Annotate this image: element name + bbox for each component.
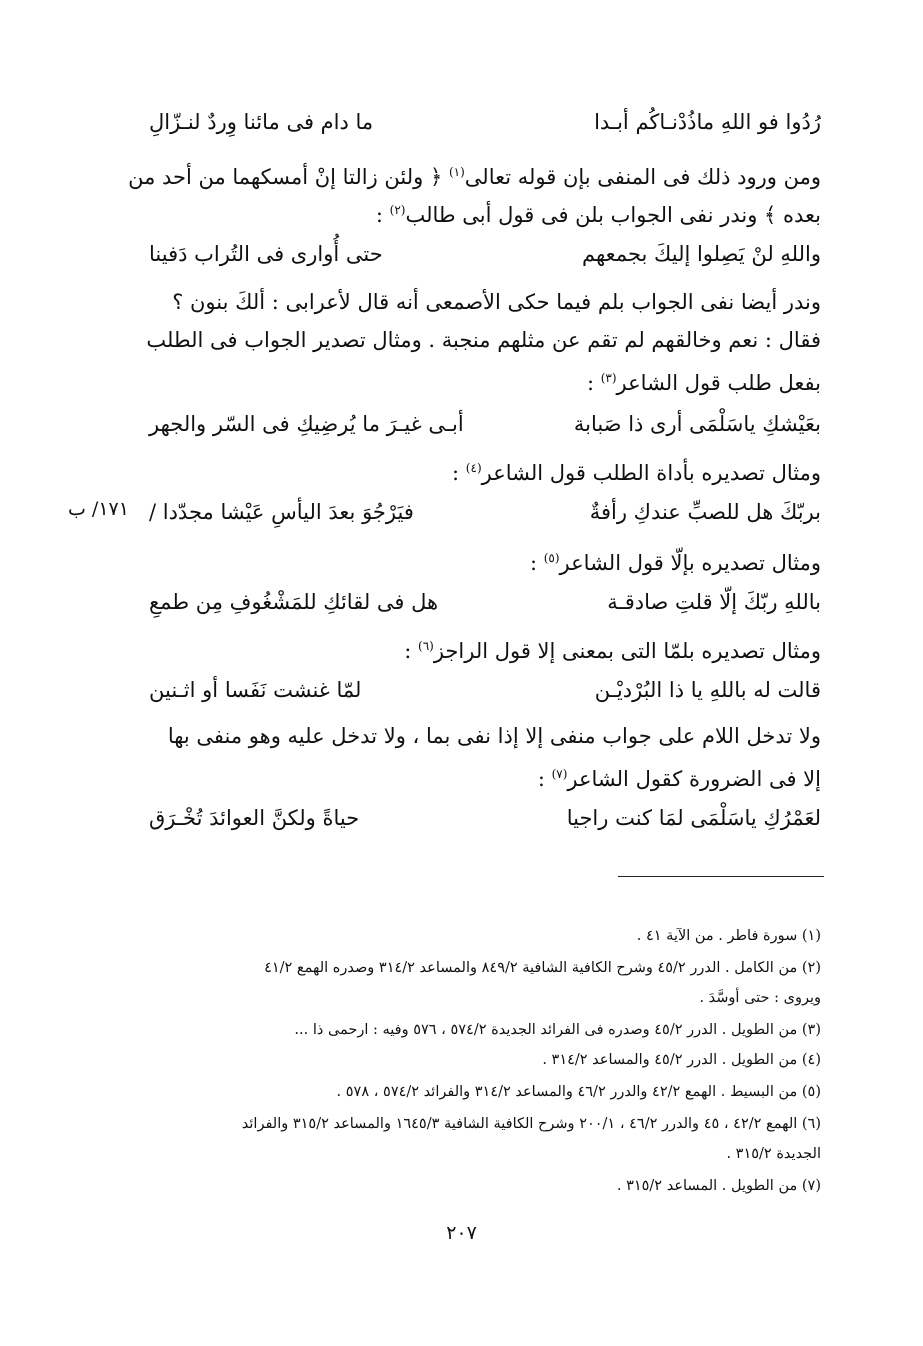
verse-first-hemistich: بعَيْشكِ ياسَلْمَى أرى ذا صَبابة — [573, 412, 821, 436]
verse-line — [149, 672, 821, 708]
verse-first-hemistich: لعَمْرُكِ ياسَلْمَى لمَا كنت راجيا — [566, 806, 821, 830]
verse-line — [149, 406, 821, 442]
footnote-continuation: الجديدة ٣١٥/٢ . — [726, 1146, 821, 1162]
prose-line: وندر أيضا نفى الجواب بلم فيما حكى الأصمعى أنه قال لأعرابى : ألكَ بنون ؟ — [172, 290, 821, 314]
prose-line: بعده ﴾ وندر نفى الجواب بلن فى قول أبى طالب$^{(٢)}$ : — [375, 203, 821, 227]
footnote-marker: (٧) — [551, 767, 568, 781]
prose-line: ومثال تصديره بإلّا قول الشاعر$^{(٥)}$ : — [529, 551, 821, 575]
footnote: (٥) من البسيط . الهمع ٤٢/٢ والدرر ٤٦/٢ والمساعد ٣١٤/٢ والفرائد ٥٧٤/٢ ، ٥٧٨ . — [336, 1084, 821, 1100]
verse-first-hemistich: بربّكَ هل للصبِّ عندكِ رأفةٌ — [589, 500, 821, 524]
verse-first-hemistich: واللهِ لنْ يَصِلوا إليكَ بجمعهم — [582, 242, 821, 266]
verse-first-hemistich: رُدُوا فو اللهِ ماذُدْنـاكُم أبـدا — [594, 110, 821, 134]
footnote-marker: (٢) — [389, 203, 406, 217]
verse-line — [149, 800, 821, 836]
prose-line: فقال : نعم وخالقهم لم تقم عن مثلهم منجبة . ومثال تصدير الجواب فى الطلب — [146, 328, 821, 352]
prose-line: ومثال تصديره بأداة الطلب قول الشاعر$^{(٤)}$ : — [452, 461, 821, 485]
verse-second-hemistich: أبـى غيـرَ ما يُرضِيكِ فى السّر والجهر — [149, 412, 464, 436]
prose-line: إلا فى الضرورة كقول الشاعر$^{(٧)}$ : — [537, 767, 821, 791]
footnote-marker: (٣) — [600, 371, 617, 385]
verse-first-hemistich: باللهِ ربّكَ إلّا قلتِ صادقـة — [607, 590, 821, 614]
verse-line — [149, 236, 821, 272]
prose-line: ومثال تصديره بلمّا التى بمعنى إلا قول الراجز$^{(٦)}$ : — [404, 639, 821, 663]
footnote: (٣) من الطويل . الدرر ٤٥/٢ وصدره فى الفرائد الجديدة ٥٧٤/٢ ، ٥٧٦ وفيه : ارحمى ذا ... — [294, 1022, 821, 1038]
footnote-divider — [618, 876, 824, 877]
verse-second-hemistich: حياةً ولكنَّ العوائدَ تُخْـرَق — [149, 806, 360, 830]
footnote: (٤) من الطويل . الدرر ٤٥/٢ والمساعد ٣١٤/٢ . — [542, 1052, 821, 1068]
verse-second-hemistich: حتى أُوارى فى التُراب دَفينا — [149, 242, 383, 266]
verse-second-hemistich: ما دام فى مائنا وِردٌ لنـزّالِ — [149, 110, 374, 134]
prose-line: بفعل طلب قول الشاعر$^{(٣)}$ : — [586, 371, 821, 395]
verse-first-hemistich: قالت له باللهِ يا ذا البُرْديْـن — [594, 678, 821, 702]
footnote-marker: (٦) — [418, 639, 434, 653]
verse-line — [149, 584, 821, 620]
footnote-continuation: ويروى : حتى أوسَّدَ . — [699, 990, 821, 1006]
footnote-marker: (٤) — [465, 461, 482, 475]
footnote: (٦) الهمع ٤٢/٢ ، ٤٥ والدرر ٤٦/٢ ، ٢٠٠/١ وشرح الكافية الشافية ١٦٤٥/٣ والمساعد ٣١٥/٢ والفرائد — [241, 1116, 821, 1132]
verse-second-hemistich: فيَرْجُوَ بعدَ اليأسِ عَيْشا مجدّدا / — [149, 500, 414, 524]
verse-second-hemistich: لمّا غنشت نَفَسا أو اثـنين — [149, 678, 362, 702]
manuscript-folio-marker: ١٧١/ ب — [68, 498, 129, 520]
verse-line — [149, 494, 821, 530]
footnote: (٧) من الطويل . المساعد ٣١٥/٢ . — [616, 1178, 821, 1194]
page-number: ٢٠٧ — [446, 1222, 477, 1244]
verse-line — [149, 104, 821, 140]
footnote: (٢) من الكامل . الدرر ٤٥/٢ وشرح الكافية الشافية ٨٤٩/٢ والمساعد ٣١٤/٢ وصدره الهمع ٤١/٢ — [264, 960, 821, 976]
verse-second-hemistich: هل فى لقائكِ للمَشْغُوفِ مِن طمعِ — [149, 590, 439, 614]
prose-line: ومن ورود ذلك فى المنفى بإن قوله تعالى$^{(١)}$ ﴿ ولئن زالتا إنْ أمسكهما من أحد من — [128, 165, 821, 189]
footnote: (١) سورة فاطر . من الآية ٤١ . — [636, 928, 821, 944]
footnote-marker: (٥) — [543, 551, 560, 565]
prose-line: ولا تدخل اللام على جواب منفى إلا إذا نفى بما ، ولا تدخل عليه وهو منفى بها — [167, 724, 821, 748]
footnote-marker: (١) — [448, 165, 465, 179]
